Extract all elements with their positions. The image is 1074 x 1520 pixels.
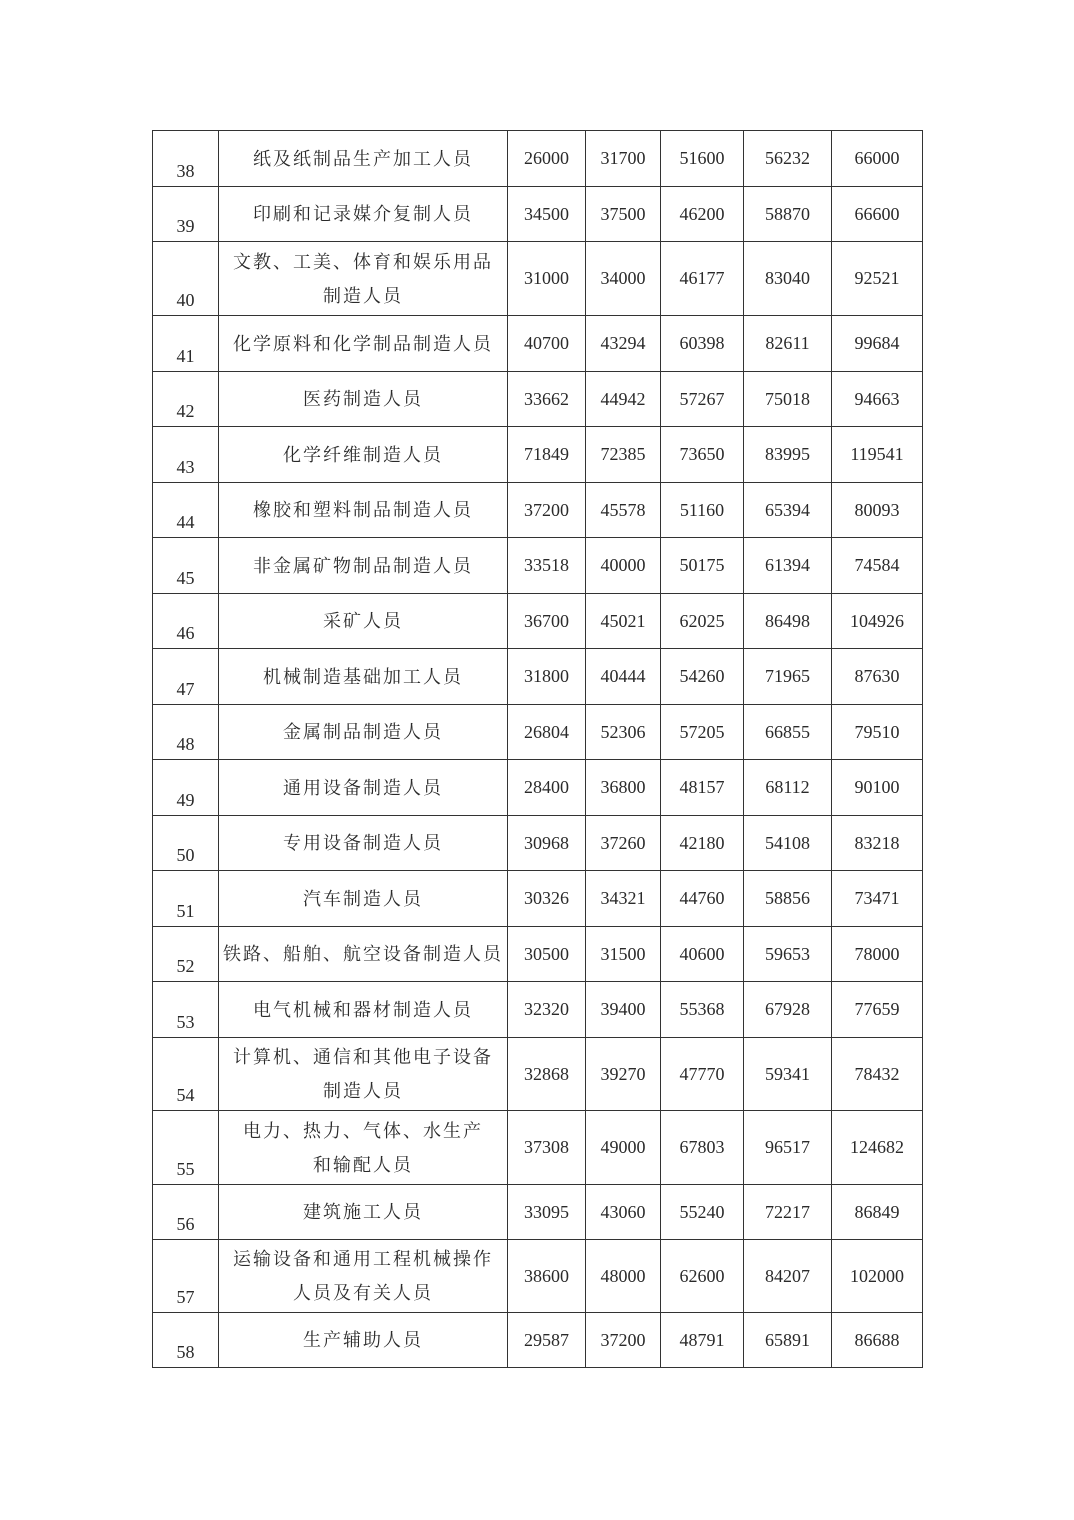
wage-value-v2: 37500 [586,187,661,242]
table-row [153,187,923,242]
wage-value-v4: 54108 [744,816,832,871]
wage-value-v1: 32868 [508,1038,586,1111]
wage-value-v5: 86849 [832,1185,923,1240]
row-number: 54 [153,1038,219,1111]
row-number: 42 [153,372,219,427]
wage-value-v1: 40700 [508,316,586,372]
wage-value-v2: 31500 [586,927,661,982]
occupation-name-line: 采矿人员 [323,611,403,632]
occupation-name [219,1313,508,1368]
wage-value-v1: 34500 [508,187,586,242]
wage-value-v1: 38600 [508,1240,586,1313]
wage-value-v2: 34321 [586,871,661,927]
wage-value-v3: 57267 [661,372,744,427]
occupation-name-line: 电力、热力、气体、水生产 [243,1120,483,1142]
wage-value-v5: 119541 [832,427,923,483]
table-row [153,760,923,816]
wage-value-v5: 102000 [832,1240,923,1313]
wage-value-v5: 94663 [832,372,923,427]
occupation-name [219,427,508,483]
occupation-name [219,187,508,242]
table-row [153,1240,923,1313]
wage-value-v2: 45021 [586,594,661,649]
wage-value-v1: 26000 [508,131,586,187]
wage-value-v1: 37308 [508,1111,586,1185]
wage-value-v3: 44760 [661,871,744,927]
occupation-name-line: 通用设备制造人员 [283,777,443,799]
wage-value-v2: 36800 [586,760,661,816]
occupation-name-line: 计算机、通信和其他电子设备 [233,1047,493,1068]
wage-value-v1: 33662 [508,372,586,427]
wage-value-v3: 60398 [661,316,744,372]
table-row [153,316,923,372]
wage-value-v2: 45578 [586,483,661,538]
occupation-name-line: 橡胶和塑料制品制造人员 [253,500,473,521]
occupation-name [219,816,508,871]
wage-value-v2: 48000 [586,1240,661,1313]
wage-value-v5: 90100 [832,760,923,816]
wage-value-v1: 26804 [508,705,586,760]
wage-value-v2: 40444 [586,649,661,705]
occupation-name-line: 汽车制造人员 [303,888,423,910]
wage-value-v4: 71965 [744,649,832,705]
occupation-name [219,372,508,427]
wage-value-v3: 46200 [661,187,744,242]
occupation-name-line: 金属制品制造人员 [283,722,443,743]
wage-value-v2: 52306 [586,705,661,760]
wage-value-v1: 28400 [508,760,586,816]
occupation-name [219,316,508,372]
table-row [153,649,923,705]
wage-value-v5: 78000 [832,927,923,982]
wage-value-v5: 77659 [832,982,923,1038]
wage-value-v4: 65394 [744,483,832,538]
wage-value-v5: 87630 [832,649,923,705]
wage-value-v1: 37200 [508,483,586,538]
occupation-name-line: 和输配人员 [313,1154,413,1176]
occupation-name [219,1185,508,1240]
row-number: 45 [153,538,219,594]
wage-value-v1: 31800 [508,649,586,705]
row-number: 58 [153,1313,219,1368]
occupation-name [219,131,508,187]
wage-value-v3: 51160 [661,483,744,538]
row-number: 57 [153,1240,219,1313]
wage-value-v4: 83995 [744,427,832,483]
table-row [153,705,923,760]
table-row [153,927,923,982]
wage-value-v1: 29587 [508,1313,586,1368]
occupation-name-line: 建筑施工人员 [303,1202,423,1223]
wage-value-v3: 67803 [661,1111,744,1185]
wage-value-v4: 65891 [744,1313,832,1368]
occupation-name-line: 非金属矿物制品制造人员 [253,555,473,577]
row-number: 44 [153,483,219,538]
occupation-name-line: 印刷和记录媒介复制人员 [253,204,473,225]
wage-value-v3: 55368 [661,982,744,1038]
wage-value-v2: 44942 [586,372,661,427]
wage-value-v2: 40000 [586,538,661,594]
wage-value-v1: 71849 [508,427,586,483]
wage-value-v5: 80093 [832,483,923,538]
wage-value-v2: 37200 [586,1313,661,1368]
table-row [153,242,923,316]
wage-value-v5: 79510 [832,705,923,760]
wage-value-v3: 73650 [661,427,744,483]
occupation-name-line: 制造人员 [323,1081,403,1102]
wage-value-v4: 59341 [744,1038,832,1111]
wage-value-v2: 43294 [586,316,661,372]
table-row [153,816,923,871]
occupation-name-line: 化学原料和化学制品制造人员 [233,333,493,355]
wage-value-v5: 104926 [832,594,923,649]
wage-value-v5: 66000 [832,131,923,187]
occupation-name [219,927,508,982]
row-number: 53 [153,982,219,1038]
wage-value-v1: 30326 [508,871,586,927]
wage-value-v1: 33095 [508,1185,586,1240]
wage-value-v1: 31000 [508,242,586,316]
occupation-name [219,538,508,594]
wage-table [152,130,923,1368]
wage-value-v4: 82611 [744,316,832,372]
wage-value-v4: 61394 [744,538,832,594]
wage-value-v4: 58856 [744,871,832,927]
wage-value-v4: 96517 [744,1111,832,1185]
wage-value-v5: 92521 [832,242,923,316]
occupation-name [219,982,508,1038]
occupation-name-line: 文教、工美、体育和娱乐用品 [233,251,493,273]
occupation-name [219,871,508,927]
occupation-name [219,1111,508,1185]
wage-value-v5: 99684 [832,316,923,372]
table-row [153,1313,923,1368]
table-row [153,483,923,538]
wage-value-v5: 124682 [832,1111,923,1185]
row-number: 56 [153,1185,219,1240]
occupation-name [219,594,508,649]
row-number: 39 [153,187,219,242]
table-row [153,538,923,594]
wage-value-v3: 62025 [661,594,744,649]
wage-value-v2: 39270 [586,1038,661,1111]
wage-value-v4: 72217 [744,1185,832,1240]
occupation-name-line: 纸及纸制品生产加工人员 [253,148,473,170]
wage-value-v3: 62600 [661,1240,744,1313]
table-body [153,131,923,1368]
occupation-name-line: 机械制造基础加工人员 [263,666,463,688]
wage-value-v3: 54260 [661,649,744,705]
row-number: 49 [153,760,219,816]
occupation-name-line: 人员及有关人员 [293,1283,433,1304]
row-number: 52 [153,927,219,982]
wage-value-v4: 67928 [744,982,832,1038]
row-number: 40 [153,242,219,316]
wage-value-v3: 55240 [661,1185,744,1240]
occupation-name [219,483,508,538]
table-row [153,1038,923,1111]
occupation-name-line: 铁路、船舶、航空设备制造人员 [223,944,503,965]
row-number: 43 [153,427,219,483]
wage-value-v4: 83040 [744,242,832,316]
wage-value-v3: 51600 [661,131,744,187]
wage-value-v1: 30968 [508,816,586,871]
occupation-name [219,649,508,705]
wage-value-v4: 56232 [744,131,832,187]
wage-value-v3: 57205 [661,705,744,760]
row-number: 46 [153,594,219,649]
occupation-name-line: 医药制造人员 [303,389,423,410]
occupation-name-line: 电气机械和器材制造人员 [253,999,473,1021]
wage-value-v3: 40600 [661,927,744,982]
wage-value-v2: 31700 [586,131,661,187]
wage-value-v1: 33518 [508,538,586,594]
wage-value-v5: 83218 [832,816,923,871]
table-row [153,982,923,1038]
wage-value-v2: 49000 [586,1111,661,1185]
occupation-name [219,1240,508,1313]
wage-value-v4: 84207 [744,1240,832,1313]
wage-value-v5: 86688 [832,1313,923,1368]
wage-value-v3: 46177 [661,242,744,316]
wage-value-v1: 30500 [508,927,586,982]
table-row [153,1111,923,1185]
occupation-name [219,705,508,760]
wage-value-v4: 75018 [744,372,832,427]
wage-value-v5: 66600 [832,187,923,242]
row-number: 48 [153,705,219,760]
row-number: 41 [153,316,219,372]
table-row [153,594,923,649]
occupation-name-line: 制造人员 [323,285,403,307]
wage-value-v4: 68112 [744,760,832,816]
table-row [153,1185,923,1240]
occupation-name [219,242,508,316]
row-number: 51 [153,871,219,927]
wage-value-v1: 32320 [508,982,586,1038]
occupation-name [219,760,508,816]
row-number: 38 [153,131,219,187]
wage-value-v4: 59653 [744,927,832,982]
occupation-name-line: 运输设备和通用工程机械操作 [233,1249,493,1270]
row-number: 47 [153,649,219,705]
occupation-name [219,1038,508,1111]
wage-value-v4: 86498 [744,594,832,649]
wage-value-v5: 78432 [832,1038,923,1111]
wage-value-v4: 58870 [744,187,832,242]
wage-value-v2: 43060 [586,1185,661,1240]
wage-value-v1: 36700 [508,594,586,649]
occupation-name-line: 化学纤维制造人员 [283,444,443,466]
wage-value-v3: 50175 [661,538,744,594]
wage-value-v2: 39400 [586,982,661,1038]
wage-value-v2: 37260 [586,816,661,871]
wage-value-v3: 42180 [661,816,744,871]
wage-value-v3: 48791 [661,1313,744,1368]
table-row [153,871,923,927]
table-row [153,131,923,187]
occupation-name-line: 专用设备制造人员 [283,833,443,854]
row-number: 55 [153,1111,219,1185]
wage-value-v5: 73471 [832,871,923,927]
wage-value-v3: 47770 [661,1038,744,1111]
wage-value-v2: 34000 [586,242,661,316]
row-number: 50 [153,816,219,871]
wage-value-v4: 66855 [744,705,832,760]
wage-value-v2: 72385 [586,427,661,483]
wage-value-v3: 48157 [661,760,744,816]
occupation-name-line: 生产辅助人员 [303,1330,423,1351]
table-row [153,372,923,427]
wage-value-v5: 74584 [832,538,923,594]
table-row [153,427,923,483]
